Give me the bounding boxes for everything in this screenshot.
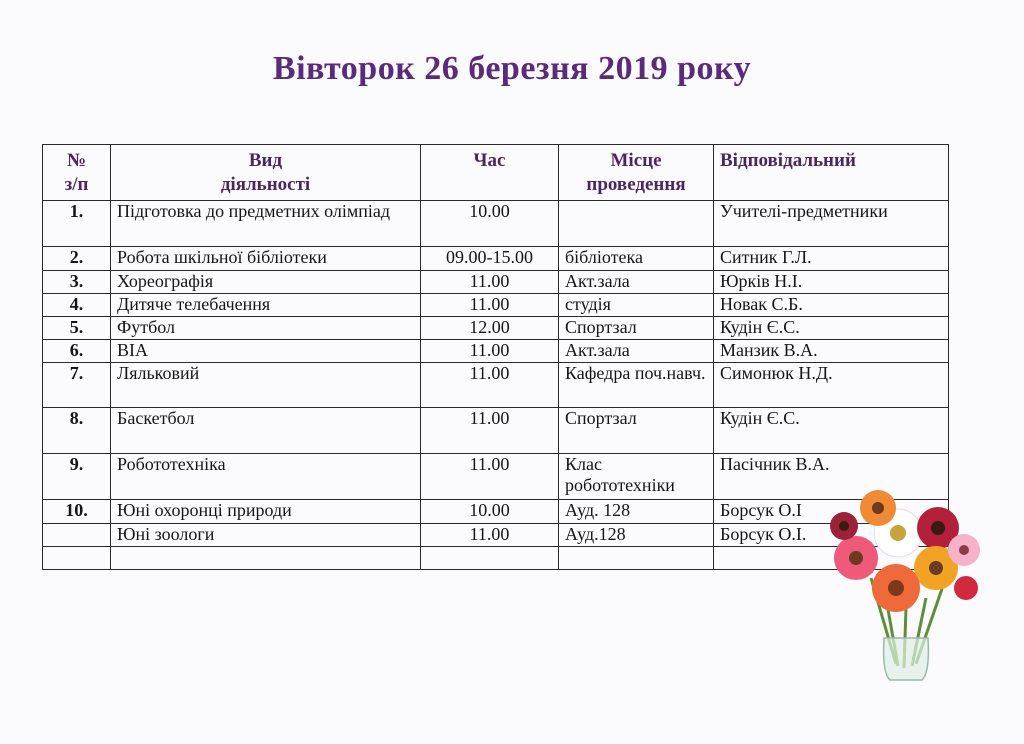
header-place-line2: проведення xyxy=(586,174,686,195)
cell-activity: Баскетбол xyxy=(111,408,421,454)
page-title: Вівторок 26 березня 2019 року xyxy=(272,50,752,87)
header-activity-line2: діяльності xyxy=(220,174,311,195)
header-activity xyxy=(111,145,421,201)
cell-number: 7. xyxy=(43,363,111,408)
table-row xyxy=(43,247,949,271)
cell-activity: Робототехніка xyxy=(111,454,421,500)
table-row xyxy=(43,408,949,454)
header-number-line2: з/п xyxy=(64,174,89,195)
cell-responsible: Ситник Г.Л. xyxy=(714,247,949,271)
table-row xyxy=(43,454,949,500)
cell-time: 11.00 xyxy=(421,454,559,500)
cell-activity xyxy=(111,547,421,570)
table-row xyxy=(43,340,949,363)
cell-activity: Підготовка до предметних олімпіад xyxy=(111,201,421,247)
cell-place: Кафедра поч.навч. xyxy=(559,363,714,408)
cell-time: 11.00 xyxy=(421,271,559,294)
cell-time: 11.00 xyxy=(421,524,559,547)
cell-place: бібліотека xyxy=(559,247,714,271)
cell-time: 11.00 xyxy=(421,363,559,408)
cell-number: 10. xyxy=(43,500,111,524)
cell-place: Спортзал xyxy=(559,317,714,340)
cell-responsible: Борсук О.І. xyxy=(714,524,949,547)
cell-activity: Хореографія xyxy=(111,271,421,294)
cell-number: 9. xyxy=(43,454,111,500)
cell-responsible: Пасічник В.А. xyxy=(714,454,949,500)
cell-activity: Юні охоронці природи xyxy=(111,500,421,524)
cell-number: 6. xyxy=(43,340,111,363)
table-row xyxy=(43,500,949,524)
cell-activity: Дитяче телебачення xyxy=(111,294,421,317)
cell-number: 3. xyxy=(43,271,111,294)
cell-place xyxy=(559,547,714,570)
cell-place: Спортзал xyxy=(559,408,714,454)
cell-place: Клас робототехніки xyxy=(559,454,714,500)
cell-responsible: Кудін Є.С. xyxy=(714,317,949,340)
cell-responsible: Борсук О.І xyxy=(714,500,949,524)
cell-place: Акт.зала xyxy=(559,340,714,363)
cell-place: Акт.зала xyxy=(559,271,714,294)
cell-number xyxy=(43,524,111,547)
table-row xyxy=(43,201,949,247)
cell-number: 5. xyxy=(43,317,111,340)
cell-time xyxy=(421,547,559,570)
schedule-table xyxy=(42,144,949,570)
table-row xyxy=(43,294,949,317)
cell-time: 12.00 xyxy=(421,317,559,340)
cell-time: 10.00 xyxy=(421,500,559,524)
cell-activity: Ляльковий xyxy=(111,363,421,408)
cell-responsible: Новак С.Б. xyxy=(714,294,949,317)
cell-time: 11.00 xyxy=(421,408,559,454)
cell-time: 11.00 xyxy=(421,294,559,317)
cell-responsible: Кудін Є.С. xyxy=(714,408,949,454)
header-responsible: Відповідальний xyxy=(714,145,949,201)
cell-activity: Юні зоологи xyxy=(111,524,421,547)
cell-responsible: Манзик В.А. xyxy=(714,340,949,363)
cell-time: 10.00 xyxy=(421,201,559,247)
cell-place: студія xyxy=(559,294,714,317)
header-number xyxy=(43,145,111,201)
table-row-empty xyxy=(43,547,949,570)
cell-place xyxy=(559,201,714,247)
flower-bouquet-icon xyxy=(826,488,986,688)
cell-time: 09.00-15.00 xyxy=(421,247,559,271)
table-row xyxy=(43,363,949,408)
header-place-line1: Місце xyxy=(610,150,662,171)
table-row xyxy=(43,271,949,294)
table-row xyxy=(43,317,949,340)
cell-responsible: Симонюк Н.Д. xyxy=(714,363,949,408)
header-activity-line1: Вид xyxy=(248,150,283,171)
cell-number: 4. xyxy=(43,294,111,317)
cell-number: 1. xyxy=(43,201,111,247)
table-row xyxy=(43,524,949,547)
cell-activity: Робота шкільної бібліотеки xyxy=(111,247,421,271)
cell-activity: Футбол xyxy=(111,317,421,340)
header-place xyxy=(559,145,714,201)
cell-activity: ВІА xyxy=(111,340,421,363)
cell-place: Ауд. 128 xyxy=(559,500,714,524)
cell-number: 8. xyxy=(43,408,111,454)
table-header-row xyxy=(43,145,949,201)
cell-number xyxy=(43,547,111,570)
cell-place: Ауд.128 xyxy=(559,524,714,547)
cell-responsible: Учителі-предметники xyxy=(714,201,949,247)
cell-responsible: Юрків Н.І. xyxy=(714,271,949,294)
header-number-line1: № xyxy=(66,150,87,171)
cell-time: 11.00 xyxy=(421,340,559,363)
header-time: Час xyxy=(421,145,559,201)
cell-number: 2. xyxy=(43,247,111,271)
